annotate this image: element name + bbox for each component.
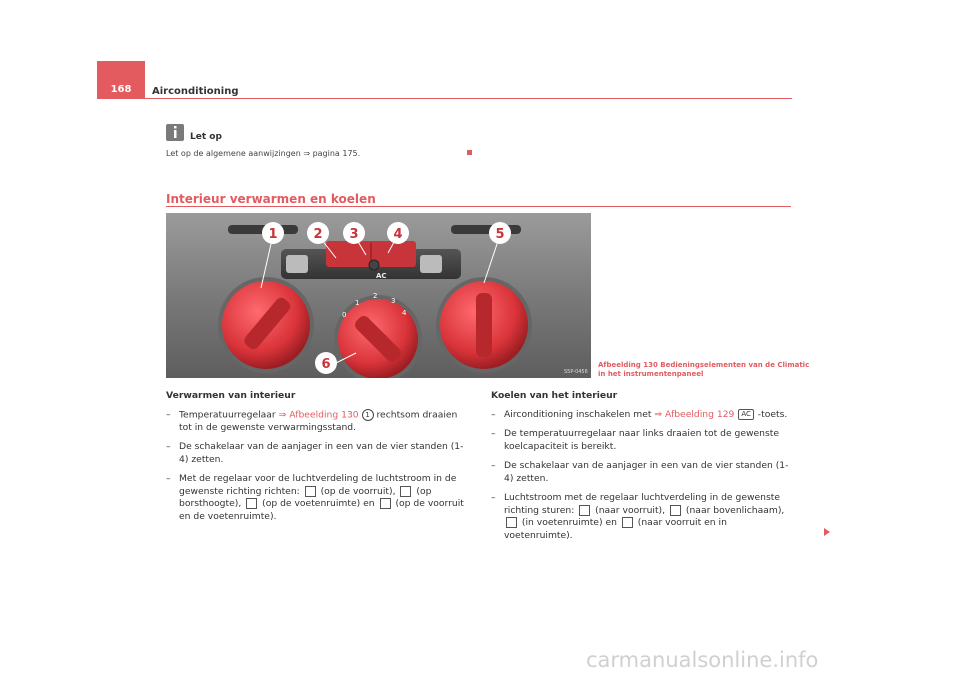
info-icon: [166, 124, 184, 141]
chest-air-icon: [400, 486, 411, 497]
callout-ref-1: 1: [362, 409, 374, 421]
heating-instructions: [166, 390, 471, 530]
svg-text:4: 4: [393, 227, 403, 242]
figure-reference-link[interactable]: ⇒ Afbeelding 129: [654, 408, 735, 420]
heating-heading: Verwarmen van interieur: [166, 390, 296, 401]
footwell-icon: [246, 498, 257, 509]
list-item: – De schakelaar van de aanjager in een van de vier standen (1-4) zetten.: [166, 441, 464, 465]
callout-1: [262, 222, 284, 244]
cooling-instructions: [491, 390, 791, 549]
ac-key: AC: [738, 409, 754, 420]
list-item: – Met de regelaar voor de luchtverdeling de luchtstroom in de gewenste richting richten: (op de voorruit), (op borsthoogte), (op de voetenruimte) en (op de voorruit en de voetenruimte).: [166, 473, 464, 522]
svg-text:0: 0: [342, 311, 347, 319]
callout-5: [489, 222, 511, 244]
list-item: – Airconditioning inschakelen met ⇒ Afbeelding 129 AC -toets.: [491, 408, 788, 420]
page-number-box: [97, 61, 145, 98]
figure-caption: Afbeelding 130 Bedieningselementen van de Climatic in het instrumentenpaneel: [598, 361, 810, 378]
list-item: – De schakelaar van de aanjager in een van de vier standen (1-4) zetten.: [491, 460, 789, 484]
windscreen-footwell-icon: [380, 498, 391, 509]
callout-6: [315, 352, 337, 374]
note-title: Let op: [190, 132, 222, 142]
note-text: Let op de algemene aanwijzingen ⇒ pagina 175.: [166, 149, 361, 158]
list-item: – Temperatuurregelaar ⇒ Afbeelding 130 1 rechtsom draaien tot in de gewenste verwarmingsstand.: [166, 408, 458, 433]
callout-2: [307, 222, 329, 244]
temperature-knob: [218, 277, 314, 373]
header-rule: [97, 98, 792, 99]
figure-reference-link[interactable]: ⇒ Afbeelding 130: [278, 409, 359, 420]
chest-air-icon: [670, 505, 681, 516]
air-distribution-knob: [436, 277, 532, 373]
fan-knob: [334, 292, 422, 378]
page-number: 168: [110, 84, 132, 95]
svg-text:1: 1: [268, 227, 278, 242]
climatic-controls-figure: [166, 213, 591, 378]
left-switch: [286, 255, 308, 273]
right-switch: [420, 255, 442, 273]
windscreen-icon: [579, 505, 590, 516]
figure-code: S5P-0456: [564, 369, 588, 375]
ac-label: AC: [376, 272, 387, 280]
callout-4: [387, 222, 409, 244]
callout-3: [343, 222, 365, 244]
svg-text:6: 6: [321, 357, 331, 372]
windscreen-icon: [305, 486, 316, 497]
svg-text:5: 5: [495, 227, 505, 242]
windscreen-footwell-icon: [622, 517, 633, 528]
ac-button: [369, 260, 379, 270]
svg-text:2: 2: [313, 227, 323, 242]
svg-text:4: 4: [402, 309, 407, 317]
svg-text:3: 3: [391, 297, 396, 305]
end-mark-icon: [467, 150, 472, 155]
svg-text:2: 2: [373, 292, 378, 300]
section-header: Airconditioning: [152, 86, 239, 97]
continue-arrow-icon: [824, 528, 830, 536]
cooling-heading: Koelen van het interieur: [491, 390, 618, 401]
section-rule: [166, 206, 791, 207]
footwell-icon: [506, 517, 517, 528]
svg-text:3: 3: [349, 227, 359, 242]
svg-text:1: 1: [355, 299, 360, 307]
list-item: – Luchtstroom met de regelaar luchtverdeling in de gewenste richting sturen: (naar voorruit), (naar bovenlichaam), (in voetenruimte) en (naar voorruit en in voetenruimte).: [491, 492, 785, 541]
list-item: – De temperatuurregelaar naar links draaien tot de gewenste koelcapaciteit is bereikt.: [491, 428, 780, 452]
section-title: Interieur verwarmen en koelen: [166, 192, 376, 206]
watermark: carmanualsonline.info: [586, 648, 819, 672]
